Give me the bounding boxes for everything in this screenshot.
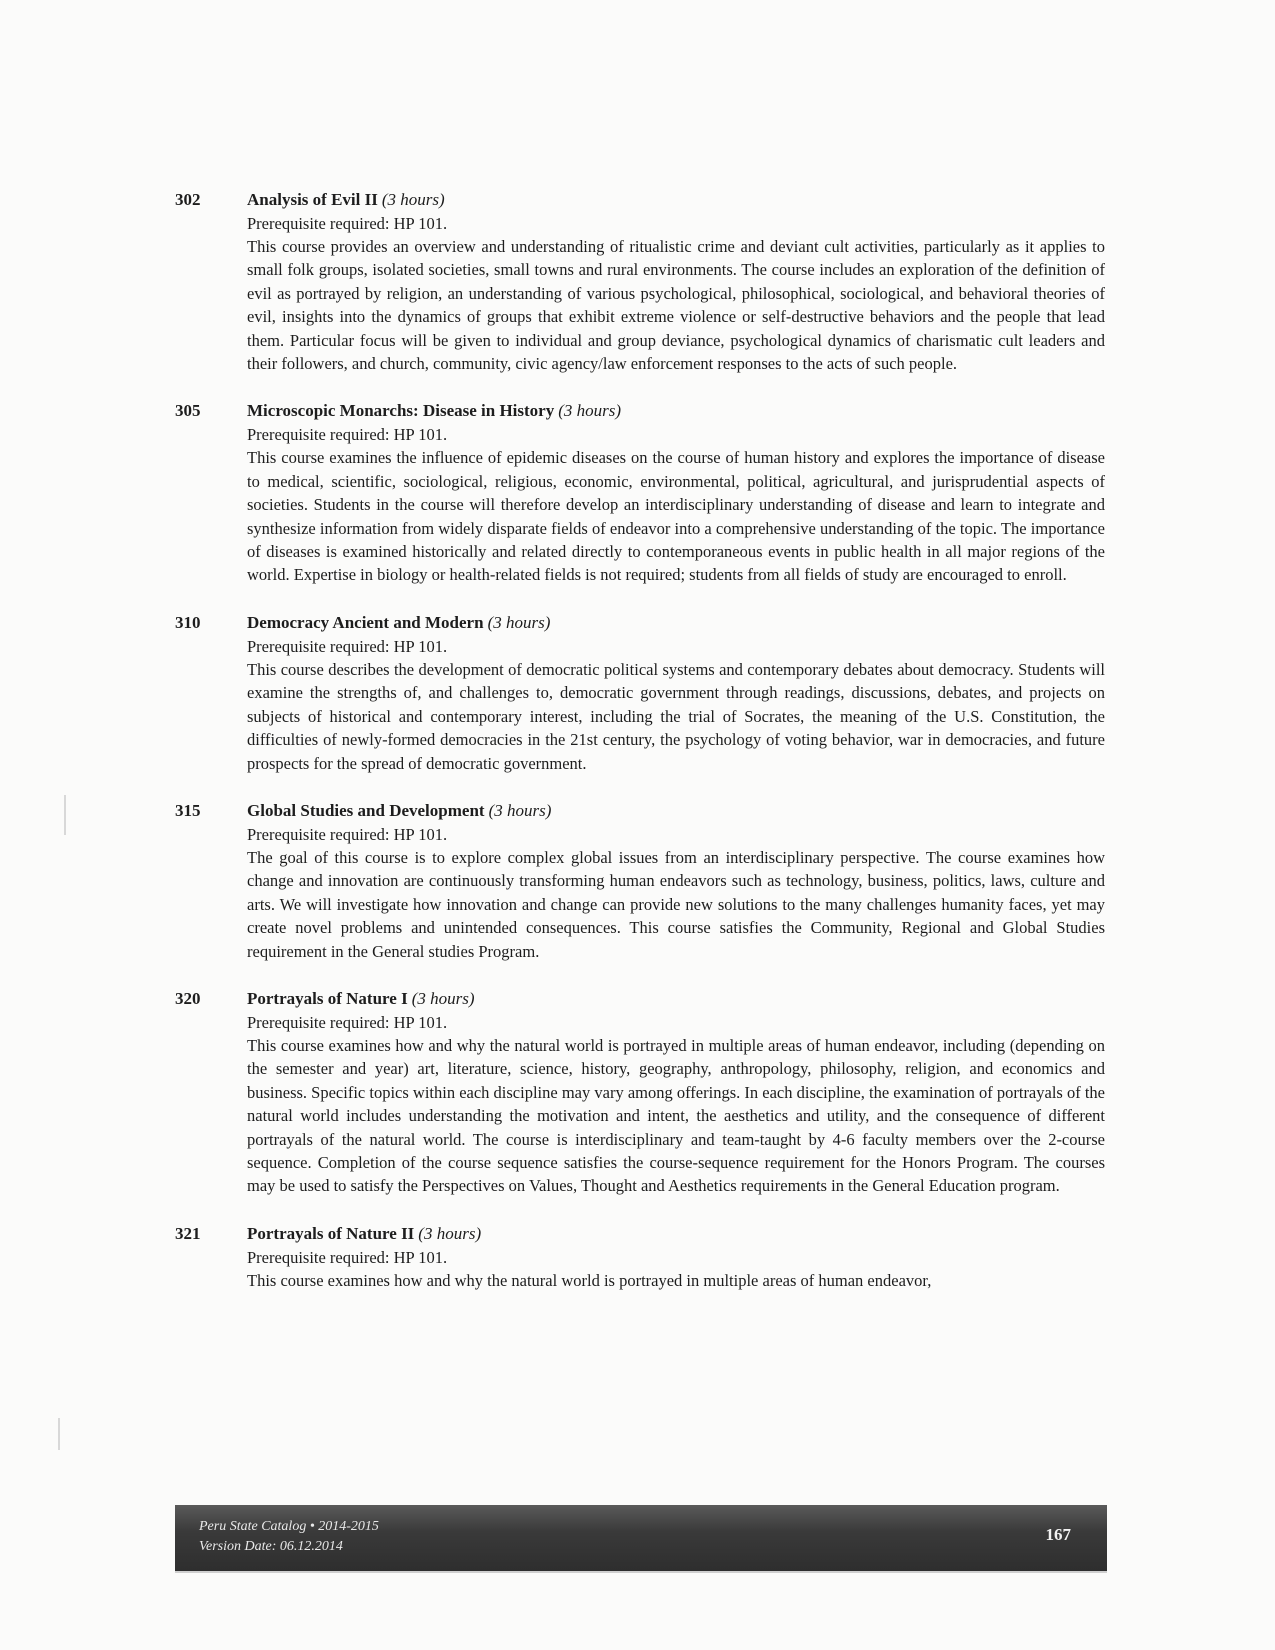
course-name: Analysis of Evil II — [247, 190, 378, 209]
course-body — [247, 188, 1105, 375]
course-number: 305 — [175, 401, 201, 421]
course-description: This course examines how and why the natural world is portrayed in multiple areas of human endeavor, including (depending on the semester and year) art, literature, science, history, geography, anthropology, philosophy, religion, and economics and business. Specific topics within each discipline may vary among offerings. In each discipline, the examination of portrayals of the natural world includes understanding the motivation and intent, the aesthetics and utility, and the consequence of different portrayals of the natural world. The course is interdisciplinary and team-taught by 4-6 faculty members over the 2-course sequence. Completion of the course sequence satisfies the course-sequence requirement for the Honors Program. The courses may be used to satisfy the Perspectives on Values, Thought and Aesthetics requirements in the General Education program. — [247, 1035, 1105, 1196]
course-hours: (3 hours) — [418, 1223, 482, 1243]
course-name: Portrayals of Nature II — [247, 1223, 415, 1243]
course-name: Democracy Ancient and Modern — [247, 612, 484, 632]
course-description: This course examines how and why the natural world is portrayed in multiple areas of human endeavor, — [247, 1270, 932, 1290]
course-body — [247, 799, 1105, 963]
course-name: Portrayals of Nature I — [247, 988, 408, 1008]
course-list — [175, 188, 1105, 1316]
course-entry — [175, 399, 1105, 586]
course-prerequisite: Prerequisite required: HP 101. — [247, 636, 448, 656]
course-number: 315 — [175, 800, 201, 820]
page-footer — [175, 1505, 1107, 1573]
course-description: The goal of this course is to explore complex global issues from an interdisciplinary perspective. The course examines how change and innovation are continuously transforming human endeavors such as technology, business, politics, laws, culture and arts. We will investigate how innovation and change can provide new solutions to the many challenges humanity faces, yet may create novel problems and unintended consequences. This course satisfies the Community, Regional and Global Studies requirement in the General studies Program. — [247, 847, 1105, 961]
scan-artifact — [64, 795, 66, 835]
course-title — [247, 188, 1105, 212]
course-hours: (3 hours) — [558, 401, 622, 421]
course-name: Global Studies and Development — [247, 800, 485, 820]
scan-artifact — [58, 1418, 60, 1450]
footer-info — [199, 1517, 379, 1557]
course-title — [247, 799, 1105, 823]
course-title — [247, 611, 1105, 635]
course-description: This course provides an overview and understanding of ritualistic crime and deviant cult activities, particularly as it applies to small folk groups, isolated societies, small towns and rural environments. The course includes an exploration of the definition of evil as portrayed by religion, an understanding of various psychological, philosophical, sociological, and behavioral theories of evil, insights into the dynamics of groups that exhibit extreme violence or self-destructive behaviors and the people that lead them. Particular focus will be given to individual and group deviance, psychological dynamics of charismatic cult leaders and their followers, and church, community, civic agency/law enforcement responses to the acts of such people. — [247, 237, 1105, 374]
course-number: 321 — [175, 1223, 201, 1243]
course-prerequisite: Prerequisite required: HP 101. — [247, 1012, 448, 1032]
footer-version: Version Date: 06.12.2014 — [199, 1539, 343, 1554]
footer-catalog: Peru State Catalog • 2014-2015 — [199, 1519, 379, 1534]
course-entry — [175, 1222, 1105, 1292]
course-prerequisite: Prerequisite required: HP 101. — [247, 1247, 448, 1267]
course-body — [247, 399, 1105, 586]
course-description: This course describes the development of democratic political systems and contemporary debates about democracy. Students will examine the strengths of, and challenges to, democratic government through readings, discussions, debates, and projects on subjects of historical and contemporary interest, including the trial of Socrates, the meaning of the U.S. Constitution, the difficulties of newly-formed democracies in the 21st century, the psychology of voting behavior, war in democracies, and future prospects for the spread of democratic government. — [247, 659, 1105, 773]
course-body — [247, 987, 1105, 1198]
course-body — [247, 1222, 1105, 1292]
course-prerequisite: Prerequisite required: HP 101. — [247, 824, 448, 844]
course-entry — [175, 799, 1105, 963]
course-hours: (3 hours) — [488, 800, 552, 820]
course-body — [247, 611, 1105, 775]
course-title — [247, 987, 1105, 1011]
course-number: 310 — [175, 612, 201, 632]
course-entry — [175, 188, 1105, 375]
course-description: This course examines the influence of epidemic diseases on the course of human history and explores the importance of disease to medical, scientific, sociological, religious, economic, environmental, political, agricultural, and jurisprudential aspects of societies. Students in the course will therefore develop an interdisciplinary understanding of disease and learn to integrate and synthesize information from widely disparate fields of endeavor into a comprehensive understanding of the topic. The importance of diseases is examined historically and related directly to contemporaneous events in public health in all major regions of the world. Expertise in biology or health-related fields is not required; students from all fields of study are encouraged to enroll. — [247, 448, 1105, 585]
course-prerequisite: Prerequisite required: HP 101. — [247, 425, 448, 445]
course-hours: (3 hours) — [411, 988, 475, 1008]
course-number: 302 — [175, 190, 201, 209]
course-title — [247, 399, 1105, 423]
course-hours: (3 hours) — [381, 190, 445, 209]
course-prerequisite: Prerequisite required: HP 101. — [247, 214, 448, 233]
course-entry — [175, 611, 1105, 775]
course-title — [247, 1222, 1105, 1246]
course-entry — [175, 987, 1105, 1198]
course-name: Microscopic Monarchs: Disease in History — [247, 401, 555, 421]
page-number: 167 — [1045, 1525, 1071, 1544]
course-number: 320 — [175, 988, 201, 1008]
course-hours: (3 hours) — [487, 612, 551, 632]
